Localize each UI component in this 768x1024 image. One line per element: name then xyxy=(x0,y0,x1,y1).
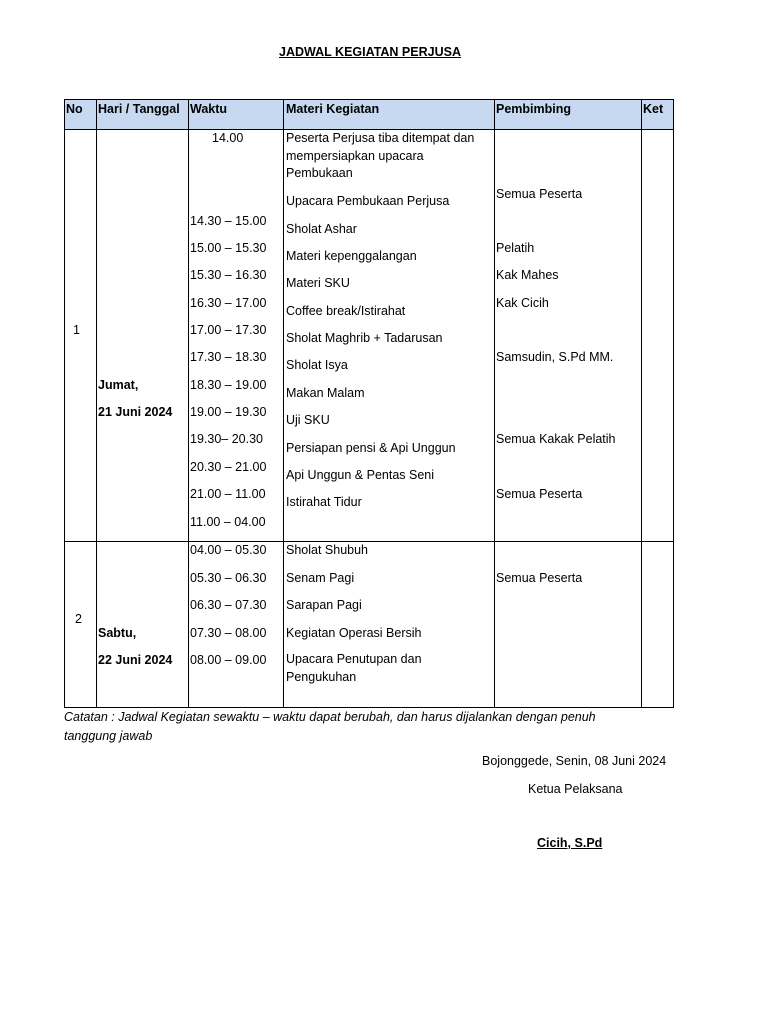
supervisor-cell: Samsudin, S.Pd MM. xyxy=(496,350,614,364)
column-divider xyxy=(283,99,284,708)
time-cell: 20.30 – 21.00 xyxy=(190,460,267,474)
time-cell: 17.00 – 17.30 xyxy=(190,323,267,337)
activity-cell: Makan Malam xyxy=(286,386,365,400)
activity-cell: Upacara Pembukaan Perjusa xyxy=(286,194,450,208)
day-name: Sabtu, xyxy=(98,626,137,640)
day-no: 1 xyxy=(73,323,80,337)
signer-role: Ketua Pelaksana xyxy=(528,782,623,796)
day-name: Jumat, xyxy=(98,378,139,392)
header-material: Materi Kegiatan xyxy=(286,102,380,116)
activity-cell: Peserta Perjusa tiba ditempat dan mempersiapkan upacara Pembukaan xyxy=(286,131,475,180)
supervisor-cell: Pelatih xyxy=(496,241,535,255)
header-day: Hari / Tanggal xyxy=(98,102,180,116)
supervisor-cell: Semua Kakak Pelatih xyxy=(496,432,616,446)
activity-cell: Materi kepenggalangan xyxy=(286,249,417,263)
supervisor-cell: Semua Peserta xyxy=(496,187,583,201)
time-cell: 21.00 – 11.00 xyxy=(190,487,266,501)
header-time: Waktu xyxy=(190,102,228,116)
supervisor-cell: Kak Mahes xyxy=(496,268,559,282)
time-cell: 06.30 – 07.30 xyxy=(190,598,267,612)
activity-cell: Materi SKU xyxy=(286,276,350,290)
time-cell: 05.30 – 06.30 xyxy=(190,571,267,585)
day-divider xyxy=(64,541,674,542)
time-cell: 04.00 – 05.30 xyxy=(190,543,267,557)
activity-cell: Sholat Maghrib + Tadarusan xyxy=(286,331,443,345)
supervisor-cell: Semua Peserta xyxy=(496,571,583,585)
activity-cell: Persiapan pensi & Api Unggun xyxy=(286,441,456,455)
footnote: Catatan : Jadwal Kegiatan sewaktu – waktu dapat berubah, dan harus dijalankan dengan penuh tanggung jawab xyxy=(64,710,596,743)
activity-cell: Istirahat Tidur xyxy=(286,495,362,509)
activity-cell: Kegiatan Operasi Bersih xyxy=(286,626,422,640)
signer-name: Cicih, S.Pd xyxy=(537,836,603,850)
header-no: No xyxy=(66,102,83,116)
activity-cell: Uji SKU xyxy=(286,413,330,427)
time-cell: 18.30 – 19.00 xyxy=(190,378,267,392)
activity-cell: Sarapan Pagi xyxy=(286,598,362,612)
time-cell: 14.00 xyxy=(212,131,244,145)
activity-cell: Senam Pagi xyxy=(286,571,355,585)
time-cell: 15.30 – 16.30 xyxy=(190,268,267,282)
supervisor-cell: Kak Cicih xyxy=(496,296,549,310)
activity-cell: Upacara Penutupan dan Pengukuhan xyxy=(286,652,422,684)
activity-cell: Sholat Ashar xyxy=(286,222,357,236)
column-divider xyxy=(188,99,189,708)
column-divider xyxy=(641,99,642,708)
time-cell: 17.30 – 18.30 xyxy=(190,350,267,364)
column-divider xyxy=(494,99,495,708)
day-date: 21 Juni 2024 xyxy=(98,405,173,419)
activity-cell: Sholat Isya xyxy=(286,358,348,372)
column-divider xyxy=(96,99,97,708)
header-supervisor: Pembimbing xyxy=(496,102,572,116)
time-cell: 19.30– 20.30 xyxy=(190,432,263,446)
time-cell: 11.00 – 04.00 xyxy=(190,515,266,529)
time-cell: 19.00 – 19.30 xyxy=(190,405,267,419)
time-cell: 16.30 – 17.00 xyxy=(190,296,267,310)
activity-cell: Sholat Shubuh xyxy=(286,543,369,557)
time-cell: 14.30 – 15.00 xyxy=(190,214,267,228)
activity-cell: Api Unggun & Pentas Seni xyxy=(286,468,435,482)
place-date: Bojonggede, Senin, 08 Juni 2024 xyxy=(482,754,667,768)
header-note: Ket xyxy=(643,102,664,116)
schedule-table xyxy=(64,99,674,708)
activity-cell: Coffee break/Istirahat xyxy=(286,304,406,318)
day-no: 2 xyxy=(75,612,82,626)
supervisor-cell: Semua Peserta xyxy=(496,487,583,501)
time-cell: 07.30 – 08.00 xyxy=(190,626,267,640)
time-cell: 08.00 – 09.00 xyxy=(190,653,267,667)
time-cell: 15.00 – 15.30 xyxy=(190,241,267,255)
document-title: JADWAL KEGIATAN PERJUSA xyxy=(279,45,461,59)
day-date: 22 Juni 2024 xyxy=(98,653,173,667)
